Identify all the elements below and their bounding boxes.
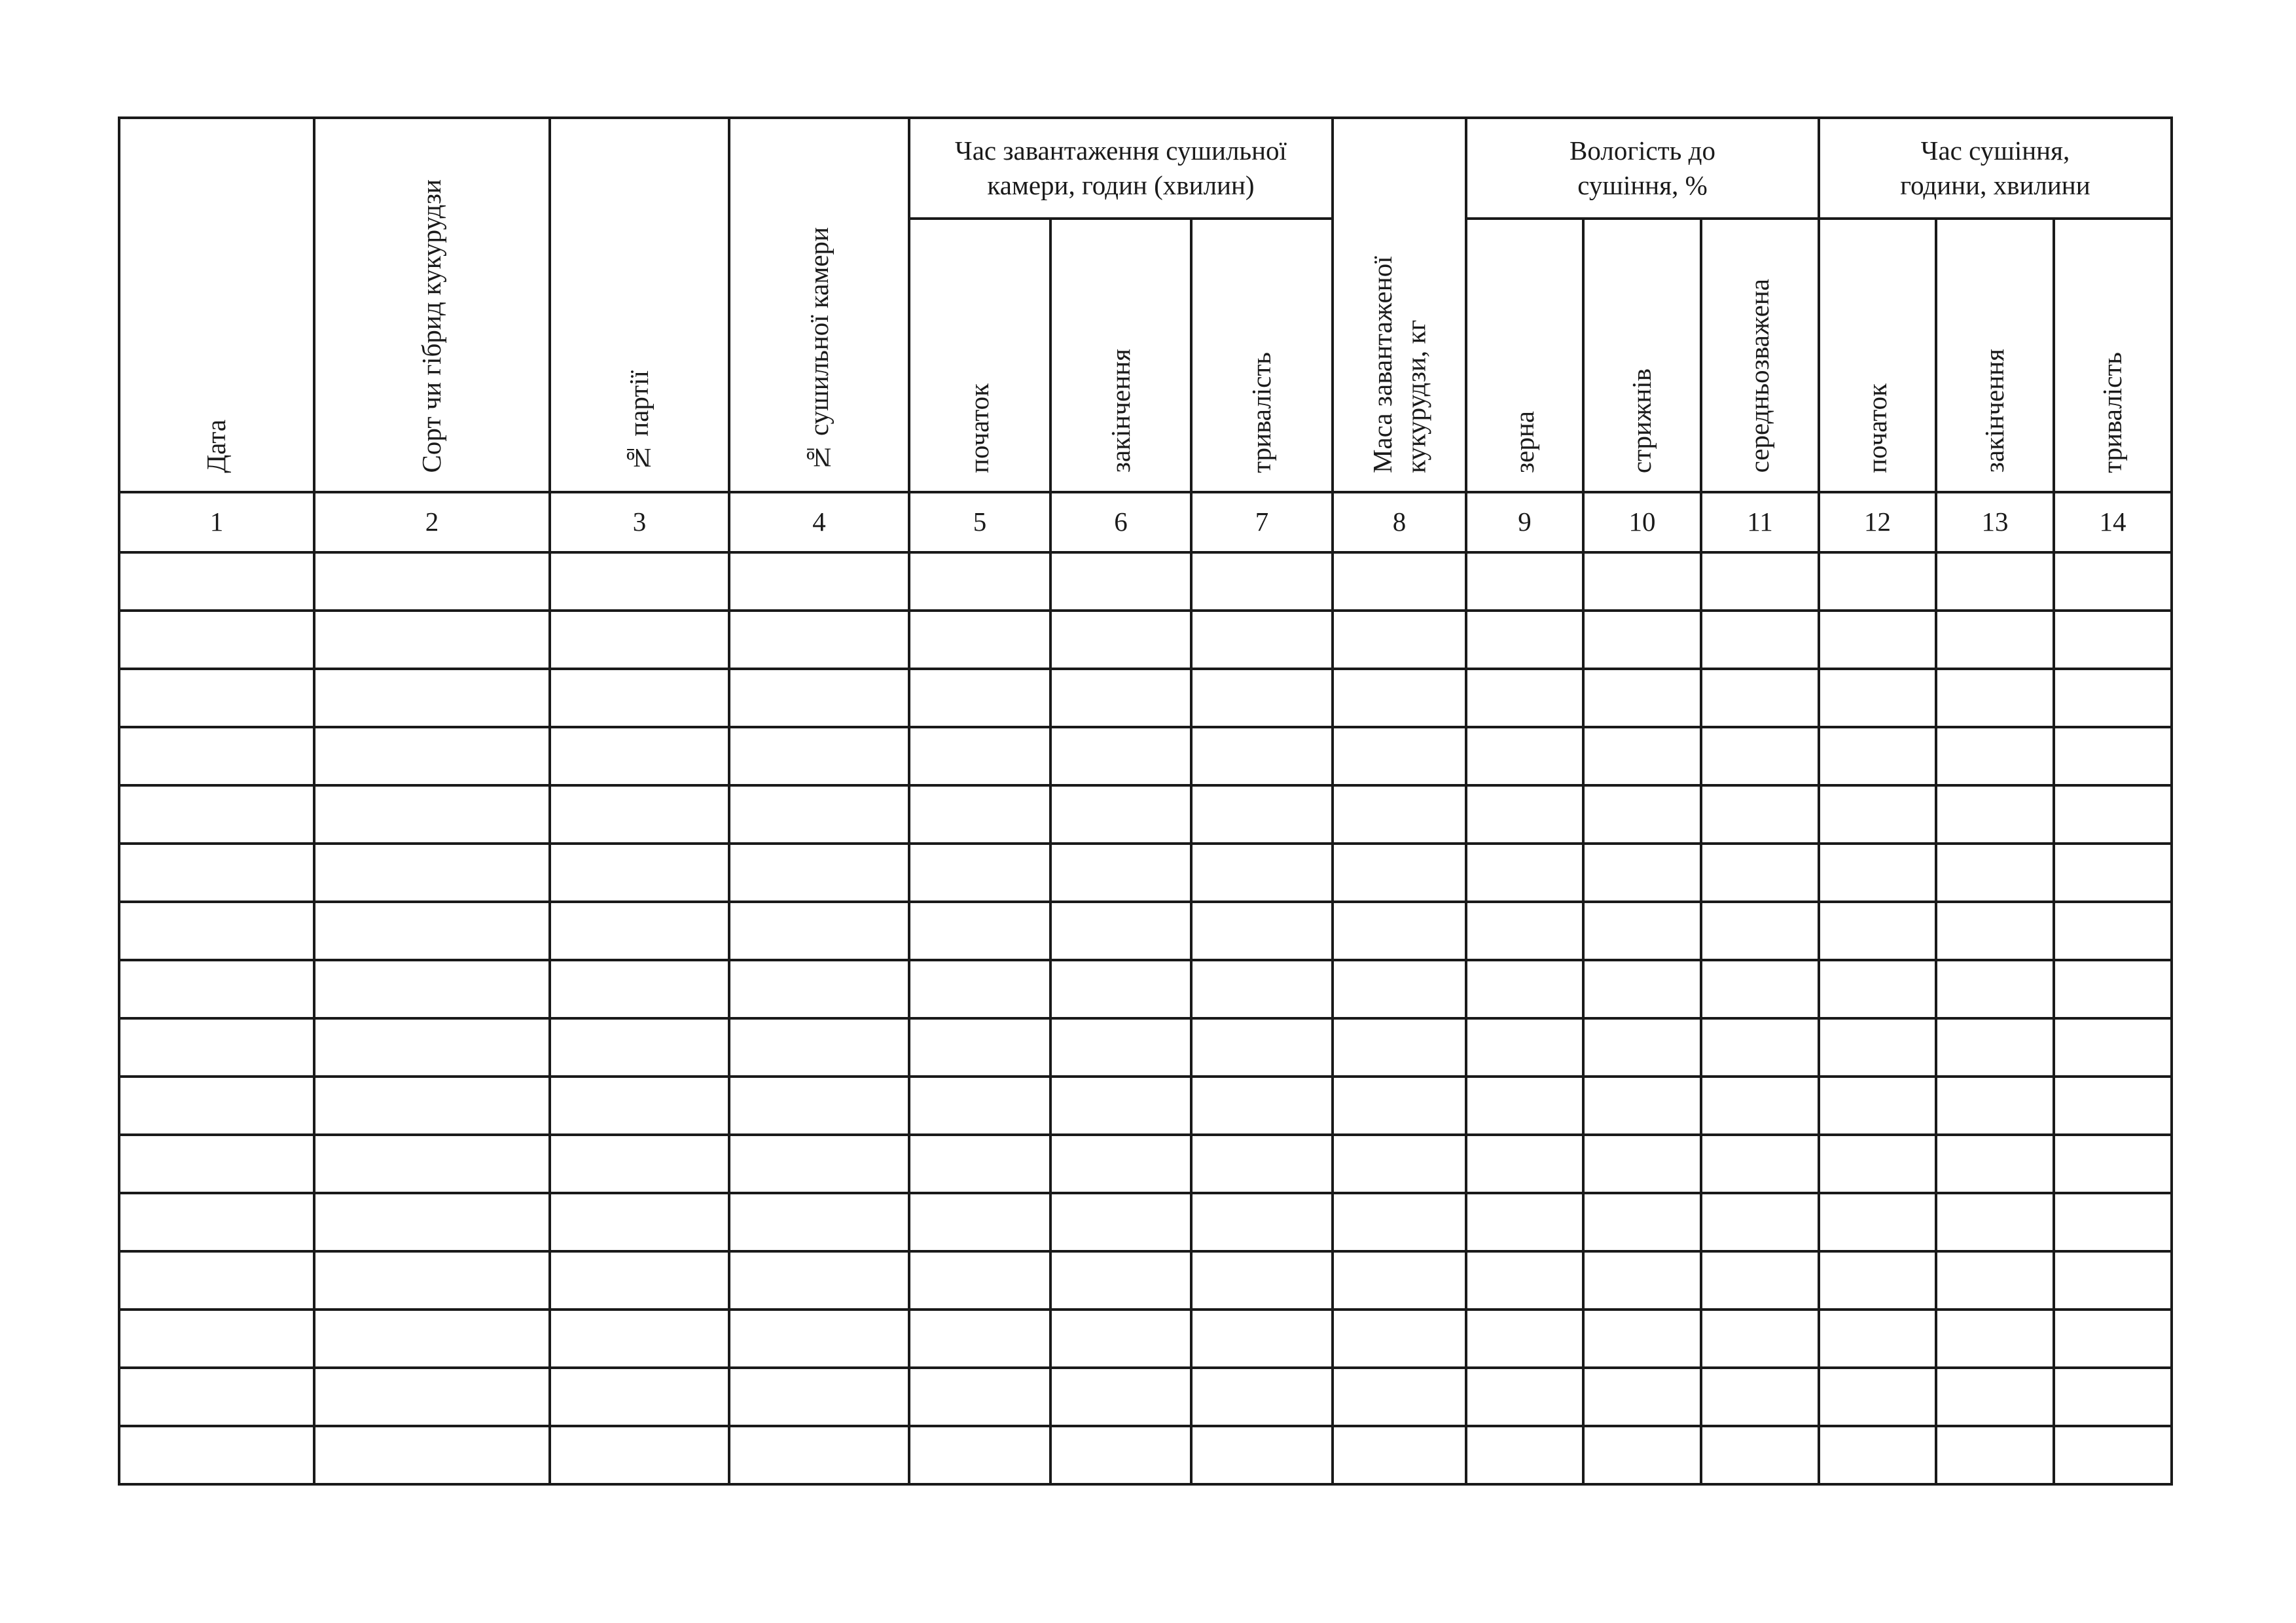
table-row: [119, 960, 2172, 1018]
table-cell[interactable]: [1333, 1251, 1466, 1310]
table-cell[interactable]: [314, 611, 550, 669]
table-cell[interactable]: [119, 611, 314, 669]
table-cell[interactable]: [1191, 1135, 1333, 1193]
table-cell[interactable]: [729, 552, 909, 611]
table-cell[interactable]: [1819, 727, 1936, 785]
table-cell[interactable]: [314, 785, 550, 844]
table-cell[interactable]: [550, 1018, 729, 1077]
table-cell[interactable]: [119, 1368, 314, 1426]
header-drying-time-group: [1819, 118, 2172, 219]
header-load-time-group: [909, 118, 1333, 219]
table-cell[interactable]: [1191, 1310, 1333, 1368]
column-number: 7: [1191, 492, 1333, 552]
table-cell[interactable]: [1191, 902, 1333, 960]
table-cell[interactable]: [314, 1251, 550, 1310]
table-cell[interactable]: [1333, 844, 1466, 902]
table-cell[interactable]: [550, 1193, 729, 1251]
table-cell[interactable]: [119, 960, 314, 1018]
header-chamber-no: [729, 118, 909, 492]
column-number: 4: [729, 492, 909, 552]
table-cell[interactable]: [550, 960, 729, 1018]
table-cell[interactable]: [1701, 902, 1819, 960]
table-cell[interactable]: [729, 1426, 909, 1484]
table-cell[interactable]: [1583, 669, 1701, 727]
table-cell[interactable]: [1333, 1018, 1466, 1077]
table-cell[interactable]: [1333, 1310, 1466, 1368]
table-cell[interactable]: [1936, 960, 2054, 1018]
table-cell[interactable]: [1333, 727, 1466, 785]
table-cell[interactable]: [1191, 1251, 1333, 1310]
table-cell[interactable]: [2054, 669, 2172, 727]
table-cell[interactable]: [2054, 727, 2172, 785]
table-cell[interactable]: [550, 669, 729, 727]
table-cell[interactable]: [1050, 902, 1191, 960]
table-cell[interactable]: [1936, 669, 2054, 727]
table-cell[interactable]: [1466, 727, 1583, 785]
table-cell[interactable]: [1050, 785, 1191, 844]
table-cell[interactable]: [1701, 1077, 1819, 1135]
table-cell[interactable]: [119, 1018, 314, 1077]
table-cell[interactable]: [1819, 1077, 1936, 1135]
table-cell[interactable]: [1191, 611, 1333, 669]
table-cell[interactable]: [1333, 785, 1466, 844]
table-cell[interactable]: [314, 669, 550, 727]
table-cell[interactable]: [729, 1135, 909, 1193]
table-cell[interactable]: [2054, 1193, 2172, 1251]
table-cell[interactable]: [1701, 669, 1819, 727]
header-moisture-group: [1466, 118, 1819, 219]
header-moisture-group-label: Вологість до сушіння, %: [1570, 135, 1715, 200]
table-cell[interactable]: [119, 785, 314, 844]
table-cell[interactable]: [1466, 1368, 1583, 1426]
table-cell[interactable]: [314, 1135, 550, 1193]
header-date-label: Дата: [201, 419, 232, 473]
table-cell[interactable]: [909, 552, 1050, 611]
header-batch-no-label: № партії: [624, 370, 655, 473]
table-cell[interactable]: [1333, 1193, 1466, 1251]
table-cell[interactable]: [909, 1135, 1050, 1193]
table-cell[interactable]: [729, 669, 909, 727]
table-cell[interactable]: [1466, 1251, 1583, 1310]
table-cell[interactable]: [909, 960, 1050, 1018]
table-row: [119, 1193, 2172, 1251]
table-cell[interactable]: [729, 1251, 909, 1310]
table-cell[interactable]: [1050, 1018, 1191, 1077]
table-cell[interactable]: [550, 611, 729, 669]
column-number: 6: [1050, 492, 1191, 552]
table-cell[interactable]: [1936, 1251, 2054, 1310]
table-cell[interactable]: [1333, 611, 1466, 669]
header-drying-duration: [2054, 219, 2172, 492]
column-number: 10: [1583, 492, 1701, 552]
table-cell[interactable]: [1583, 1310, 1701, 1368]
table-cell[interactable]: [1819, 785, 1936, 844]
header-drying-time-group-label: Час сушіння, години, хвилини: [1900, 135, 2090, 200]
table-row: [119, 1077, 2172, 1135]
header-moisture-grain-label: зерна: [1509, 410, 1539, 473]
table-cell[interactable]: [2054, 1077, 2172, 1135]
table-cell[interactable]: [909, 1077, 1050, 1135]
table-cell[interactable]: [1333, 1135, 1466, 1193]
table-cell[interactable]: [119, 1310, 314, 1368]
header-load-start-label: початок: [964, 383, 995, 473]
header-load-duration-label: тривалість: [1246, 351, 1277, 473]
table-cell[interactable]: [1701, 785, 1819, 844]
header-variety: [314, 118, 550, 492]
table-cell[interactable]: [2054, 902, 2172, 960]
table-cell[interactable]: [1819, 1251, 1936, 1310]
table-cell[interactable]: [1333, 1077, 1466, 1135]
table-cell[interactable]: [1191, 960, 1333, 1018]
table-cell[interactable]: [550, 1310, 729, 1368]
table-cell[interactable]: [729, 902, 909, 960]
table-row: [119, 844, 2172, 902]
table-cell[interactable]: [1466, 1077, 1583, 1135]
table-cell[interactable]: [1050, 1193, 1191, 1251]
table-cell[interactable]: [1936, 1193, 2054, 1251]
table-cell[interactable]: [2054, 1426, 2172, 1484]
table-cell[interactable]: [1583, 1368, 1701, 1426]
table-cell[interactable]: [1050, 1426, 1191, 1484]
table-cell[interactable]: [1819, 1193, 1936, 1251]
table-row: [119, 902, 2172, 960]
table-cell[interactable]: [1333, 902, 1466, 960]
table-cell[interactable]: [1466, 1193, 1583, 1251]
column-number: 14: [2054, 492, 2172, 552]
table-cell[interactable]: [1191, 552, 1333, 611]
table-cell[interactable]: [1191, 1193, 1333, 1251]
table-cell[interactable]: [1583, 844, 1701, 902]
table-cell[interactable]: [729, 844, 909, 902]
table-cell[interactable]: [2054, 1310, 2172, 1368]
table-cell[interactable]: [2054, 552, 2172, 611]
header-load-time-group-label: Час завантаження сушильної камери, годин (хвилин): [955, 135, 1287, 200]
header-mass-label: Маса завантаженої кукурудзи, кг: [1367, 256, 1431, 473]
table-cell[interactable]: [1333, 960, 1466, 1018]
table-cell[interactable]: [729, 611, 909, 669]
table-cell[interactable]: [1050, 1135, 1191, 1193]
table-cell[interactable]: [1701, 611, 1819, 669]
table-cell[interactable]: [1050, 727, 1191, 785]
table-cell[interactable]: [1583, 1077, 1701, 1135]
table-cell[interactable]: [1191, 669, 1333, 727]
table-cell[interactable]: [1701, 1426, 1819, 1484]
table-cell[interactable]: [1466, 1018, 1583, 1077]
header-variety-label: Сорт чи гібрид кукурудзи: [416, 179, 447, 473]
column-number: 2: [314, 492, 550, 552]
header-moisture-weighted: [1701, 219, 1819, 492]
table-cell[interactable]: [1050, 669, 1191, 727]
table-cell[interactable]: [1333, 552, 1466, 611]
table-cell[interactable]: [1583, 1251, 1701, 1310]
table-cell[interactable]: [2054, 844, 2172, 902]
table-cell[interactable]: [1701, 1018, 1819, 1077]
table-cell[interactable]: [1819, 669, 1936, 727]
table-cell[interactable]: [1583, 902, 1701, 960]
header-batch-no: [550, 118, 729, 492]
table-cell[interactable]: [1936, 1077, 2054, 1135]
drying-log-table: [118, 116, 2173, 1486]
table-cell[interactable]: [909, 611, 1050, 669]
table-cell[interactable]: [729, 960, 909, 1018]
table-cell[interactable]: [1936, 1426, 2054, 1484]
table-cell[interactable]: [314, 960, 550, 1018]
table-cell[interactable]: [1936, 1135, 2054, 1193]
table-cell[interactable]: [1466, 844, 1583, 902]
table-row: [119, 1135, 2172, 1193]
table-cell[interactable]: [1466, 1310, 1583, 1368]
table-cell[interactable]: [1466, 960, 1583, 1018]
table-cell[interactable]: [314, 1077, 550, 1135]
table-cell[interactable]: [1583, 960, 1701, 1018]
header-drying-start: [1819, 219, 1936, 492]
table-cell[interactable]: [1936, 785, 2054, 844]
table-cell[interactable]: [1050, 1077, 1191, 1135]
table-cell[interactable]: [119, 669, 314, 727]
table-cell[interactable]: [1819, 1310, 1936, 1368]
table-cell[interactable]: [1819, 1018, 1936, 1077]
table-cell[interactable]: [1819, 844, 1936, 902]
table-cell[interactable]: [1819, 611, 1936, 669]
table-cell[interactable]: [1050, 1368, 1191, 1426]
header-load-duration: [1191, 219, 1333, 492]
table-cell[interactable]: [729, 785, 909, 844]
table-row: [119, 1426, 2172, 1484]
table-cell[interactable]: [1466, 785, 1583, 844]
table-cell[interactable]: [2054, 611, 2172, 669]
table-cell[interactable]: [1583, 1426, 1701, 1484]
table-cell[interactable]: [550, 1077, 729, 1135]
table-row: [119, 1018, 2172, 1077]
column-number: 9: [1466, 492, 1583, 552]
table-cell[interactable]: [1466, 611, 1583, 669]
header-load-end: [1050, 219, 1191, 492]
header-mass: [1333, 118, 1466, 492]
table-cell[interactable]: [1701, 1368, 1819, 1426]
table-cell[interactable]: [2054, 785, 2172, 844]
table-row: [119, 785, 2172, 844]
table-cell[interactable]: [729, 1077, 909, 1135]
column-number: 11: [1701, 492, 1819, 552]
table-cell[interactable]: [550, 1251, 729, 1310]
table-cell[interactable]: [1466, 552, 1583, 611]
table-cell[interactable]: [909, 1193, 1050, 1251]
table-cell[interactable]: [119, 1077, 314, 1135]
table-cell[interactable]: [909, 669, 1050, 727]
table-cell[interactable]: [1191, 727, 1333, 785]
header-moisture-grain: [1466, 219, 1583, 492]
column-number-row: [119, 492, 2172, 552]
table-cell[interactable]: [1050, 1310, 1191, 1368]
table-cell[interactable]: [1583, 727, 1701, 785]
table-cell[interactable]: [1466, 902, 1583, 960]
table-cell[interactable]: [1819, 902, 1936, 960]
table-cell[interactable]: [1050, 960, 1191, 1018]
table-row: [119, 1310, 2172, 1368]
table-row: [119, 611, 2172, 669]
table-cell[interactable]: [1701, 552, 1819, 611]
table-cell[interactable]: [909, 1018, 1050, 1077]
table-cell[interactable]: [314, 1368, 550, 1426]
header-drying-duration-label: тривалість: [2097, 351, 2128, 473]
table-cell[interactable]: [119, 1135, 314, 1193]
table-cell[interactable]: [1583, 785, 1701, 844]
table-cell[interactable]: [1936, 727, 2054, 785]
table-cell[interactable]: [119, 727, 314, 785]
header-date: [119, 118, 314, 492]
table-cell[interactable]: [2054, 1368, 2172, 1426]
header-drying-start-label: початок: [1861, 383, 1892, 473]
table-cell[interactable]: [729, 1368, 909, 1426]
table-cell[interactable]: [1583, 1193, 1701, 1251]
header-drying-end: [1936, 219, 2054, 492]
table-cell[interactable]: [119, 1251, 314, 1310]
table-cell[interactable]: [550, 1135, 729, 1193]
table-cell[interactable]: [550, 552, 729, 611]
table-cell[interactable]: [1936, 902, 2054, 960]
table-row: [119, 669, 2172, 727]
table-cell[interactable]: [1936, 611, 2054, 669]
table-cell[interactable]: [550, 844, 729, 902]
column-number: 12: [1819, 492, 1936, 552]
table-cell[interactable]: [1191, 1426, 1333, 1484]
table-cell[interactable]: [1466, 669, 1583, 727]
table-cell[interactable]: [1819, 1368, 1936, 1426]
table-cell[interactable]: [1701, 844, 1819, 902]
table-cell[interactable]: [119, 552, 314, 611]
table-cell[interactable]: [314, 727, 550, 785]
table-cell[interactable]: [119, 1426, 314, 1484]
table-cell[interactable]: [909, 902, 1050, 960]
column-number: 13: [1936, 492, 2054, 552]
table-cell[interactable]: [1819, 960, 1936, 1018]
table-cell[interactable]: [1701, 1251, 1819, 1310]
table-cell[interactable]: [1333, 1368, 1466, 1426]
header-moisture-weighted-label: середньозважена: [1744, 279, 1775, 473]
table-cell[interactable]: [550, 785, 729, 844]
table-row: [119, 1368, 2172, 1426]
table-cell[interactable]: [1333, 1426, 1466, 1484]
table-cell[interactable]: [1050, 844, 1191, 902]
table-cell[interactable]: [1191, 1368, 1333, 1426]
table-cell[interactable]: [1050, 1251, 1191, 1310]
table-cell[interactable]: [729, 1193, 909, 1251]
table-cell[interactable]: [729, 1018, 909, 1077]
table-cell[interactable]: [2054, 960, 2172, 1018]
table-cell[interactable]: [1701, 727, 1819, 785]
table-cell[interactable]: [314, 1193, 550, 1251]
table-row: [119, 552, 2172, 611]
table-cell[interactable]: [1191, 1018, 1333, 1077]
table-cell[interactable]: [1936, 844, 2054, 902]
table-cell[interactable]: [119, 844, 314, 902]
table-cell[interactable]: [314, 1426, 550, 1484]
table-cell[interactable]: [1583, 1135, 1701, 1193]
table-cell[interactable]: [314, 1018, 550, 1077]
table-cell[interactable]: [550, 1426, 729, 1484]
table-cell[interactable]: [1333, 669, 1466, 727]
table-cell[interactable]: [1701, 1135, 1819, 1193]
table-cell[interactable]: [909, 844, 1050, 902]
table-cell[interactable]: [314, 552, 550, 611]
table-cell[interactable]: [1191, 1077, 1333, 1135]
table-row: [119, 727, 2172, 785]
table-cell[interactable]: [2054, 1251, 2172, 1310]
table-cell[interactable]: [1819, 552, 1936, 611]
table-cell[interactable]: [1936, 1018, 2054, 1077]
table-cell[interactable]: [1050, 611, 1191, 669]
table-row: [119, 1251, 2172, 1310]
table-cell[interactable]: [909, 1310, 1050, 1368]
header-chamber-no-label: № сушильної камери: [803, 227, 834, 473]
table-cell[interactable]: [729, 727, 909, 785]
table-cell[interactable]: [1583, 552, 1701, 611]
table-cell[interactable]: [1701, 1193, 1819, 1251]
table-cell[interactable]: [1936, 552, 2054, 611]
table-cell[interactable]: [314, 902, 550, 960]
column-number: 5: [909, 492, 1050, 552]
header-load-start: [909, 219, 1050, 492]
table-cell[interactable]: [1583, 611, 1701, 669]
table-cell[interactable]: [909, 1368, 1050, 1426]
table-cell[interactable]: [550, 727, 729, 785]
table-cell[interactable]: [550, 902, 729, 960]
header-load-end-label: закінчення: [1105, 349, 1136, 473]
header-moisture-cobs-label: стрижнів: [1626, 368, 1657, 473]
header-drying-end-label: закінчення: [1979, 349, 2010, 473]
table-cell[interactable]: [550, 1368, 729, 1426]
table-cell[interactable]: [119, 1193, 314, 1251]
table-cell[interactable]: [1819, 1426, 1936, 1484]
table-cell[interactable]: [909, 1426, 1050, 1484]
table-cell[interactable]: [1819, 1135, 1936, 1193]
table-cell[interactable]: [1583, 1018, 1701, 1077]
table-cell[interactable]: [1936, 1368, 2054, 1426]
table-cell[interactable]: [1050, 552, 1191, 611]
table-cell[interactable]: [1701, 1310, 1819, 1368]
column-number: 3: [550, 492, 729, 552]
table-cell[interactable]: [1936, 1310, 2054, 1368]
table-cell[interactable]: [119, 902, 314, 960]
table-cell[interactable]: [314, 1310, 550, 1368]
empty-rows-body: [119, 552, 2172, 1484]
table-cell[interactable]: [1701, 960, 1819, 1018]
table-cell[interactable]: [1466, 1135, 1583, 1193]
table-cell[interactable]: [1191, 844, 1333, 902]
header-row-top: [119, 118, 2172, 219]
table-cell[interactable]: [2054, 1018, 2172, 1077]
table-cell[interactable]: [909, 1251, 1050, 1310]
table-cell[interactable]: [1191, 785, 1333, 844]
table-cell[interactable]: [909, 727, 1050, 785]
column-number: 8: [1333, 492, 1466, 552]
table-cell[interactable]: [1466, 1426, 1583, 1484]
table-cell[interactable]: [909, 785, 1050, 844]
header-moisture-cobs: [1583, 219, 1701, 492]
table-cell[interactable]: [2054, 1135, 2172, 1193]
column-number: 1: [119, 492, 314, 552]
table-cell[interactable]: [729, 1310, 909, 1368]
table-cell[interactable]: [314, 844, 550, 902]
